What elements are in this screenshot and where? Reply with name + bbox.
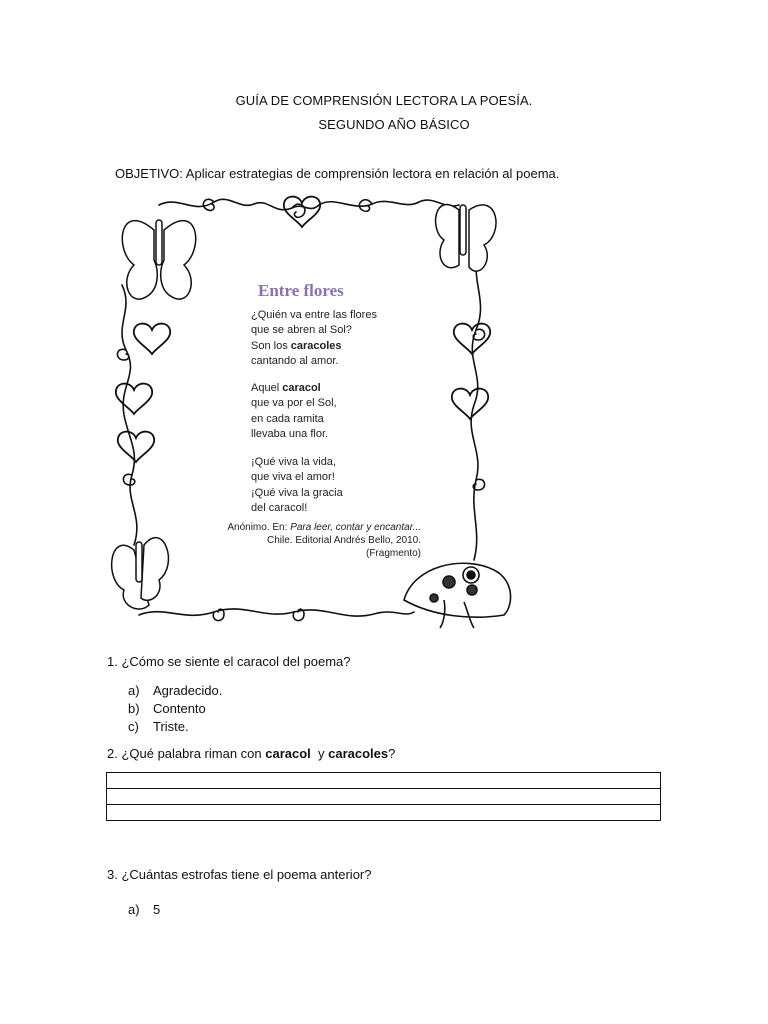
answer-row[interactable] <box>107 773 661 789</box>
poem-title: Entre flores <box>258 281 344 300</box>
option-b[interactable] <box>128 700 222 718</box>
question-2 <box>107 746 395 761</box>
option-a[interactable] <box>128 902 160 917</box>
poem-line: que va por el Sol, <box>251 397 337 410</box>
question-1-options <box>128 682 222 736</box>
poem-stanza-2 <box>251 381 337 442</box>
page-title: GUÍA DE COMPRENSIÓN LECTORA LA POESÍA. <box>235 93 533 108</box>
rhyme-word-1: caracol <box>265 746 311 761</box>
option-text: Contento <box>153 701 206 716</box>
poem-line: ¡Qué viva la vida, <box>251 456 336 468</box>
rhyme-word-2: caracoles <box>328 746 389 761</box>
option-letter: a) <box>128 902 140 917</box>
option-c[interactable] <box>128 718 222 736</box>
poem-line: Aquel caracol <box>251 382 321 394</box>
page-subtitle: SEGUNDO AÑO BÁSICO <box>318 117 470 132</box>
source-book: Para leer, contar y encantar... <box>290 522 421 533</box>
answer-row[interactable] <box>107 805 661 821</box>
objective-text: OBJETIVO: Aplicar estrategias de comprensión lectora en relación al poema. <box>115 166 560 181</box>
answer-table <box>106 772 661 821</box>
poem-line: Son los caracoles <box>251 339 342 352</box>
answer-cell[interactable] <box>107 789 661 805</box>
question-1: 1. ¿Cómo se siente el caracol del poema? <box>107 654 351 669</box>
option-letter: b) <box>128 701 140 716</box>
source-author: Anónimo. <box>227 522 270 533</box>
question-2-prefix: 2. ¿Qué palabra riman con <box>107 746 266 761</box>
poem-line: que viva el amor! <box>251 471 335 484</box>
question-2-middle: y <box>310 746 329 761</box>
poem-line: ¡Qué viva la gracia <box>251 486 343 499</box>
poem-source-line <box>195 521 421 535</box>
poem-source-publisher: Chile. Editorial Andrés Bello, 2010. <box>267 535 421 546</box>
poem-line: cantando al amor. <box>251 354 339 367</box>
question-3-options <box>128 902 160 917</box>
poem-stanza-1 <box>251 308 377 369</box>
option-text: Agradecido. <box>153 683 223 698</box>
question-2-suffix: ? <box>388 746 396 761</box>
source-in-label: En: <box>272 522 288 533</box>
poem-line: ¿Quién va entre las flores <box>251 309 377 321</box>
option-letter: c) <box>128 719 139 734</box>
option-text: Triste. <box>153 719 189 734</box>
poem-source-note: (Fragmento) <box>365 548 421 559</box>
poem-line: llevaba una flor. <box>251 427 329 440</box>
answer-cell[interactable] <box>107 805 661 821</box>
poem-line: del caracol! <box>251 501 308 514</box>
poem-line: en cada ramita <box>251 412 324 425</box>
answer-row[interactable] <box>107 789 661 805</box>
question-3: 3. ¿Cuántas estrofas tiene el poema anterior? <box>107 867 372 882</box>
option-text: 5 <box>153 902 161 917</box>
poem-stanza-3 <box>251 455 343 516</box>
option-letter: a) <box>128 683 140 698</box>
option-a[interactable] <box>128 682 222 700</box>
answer-cell[interactable] <box>107 773 661 789</box>
poem-line: que se abren al Sol? <box>251 324 352 337</box>
